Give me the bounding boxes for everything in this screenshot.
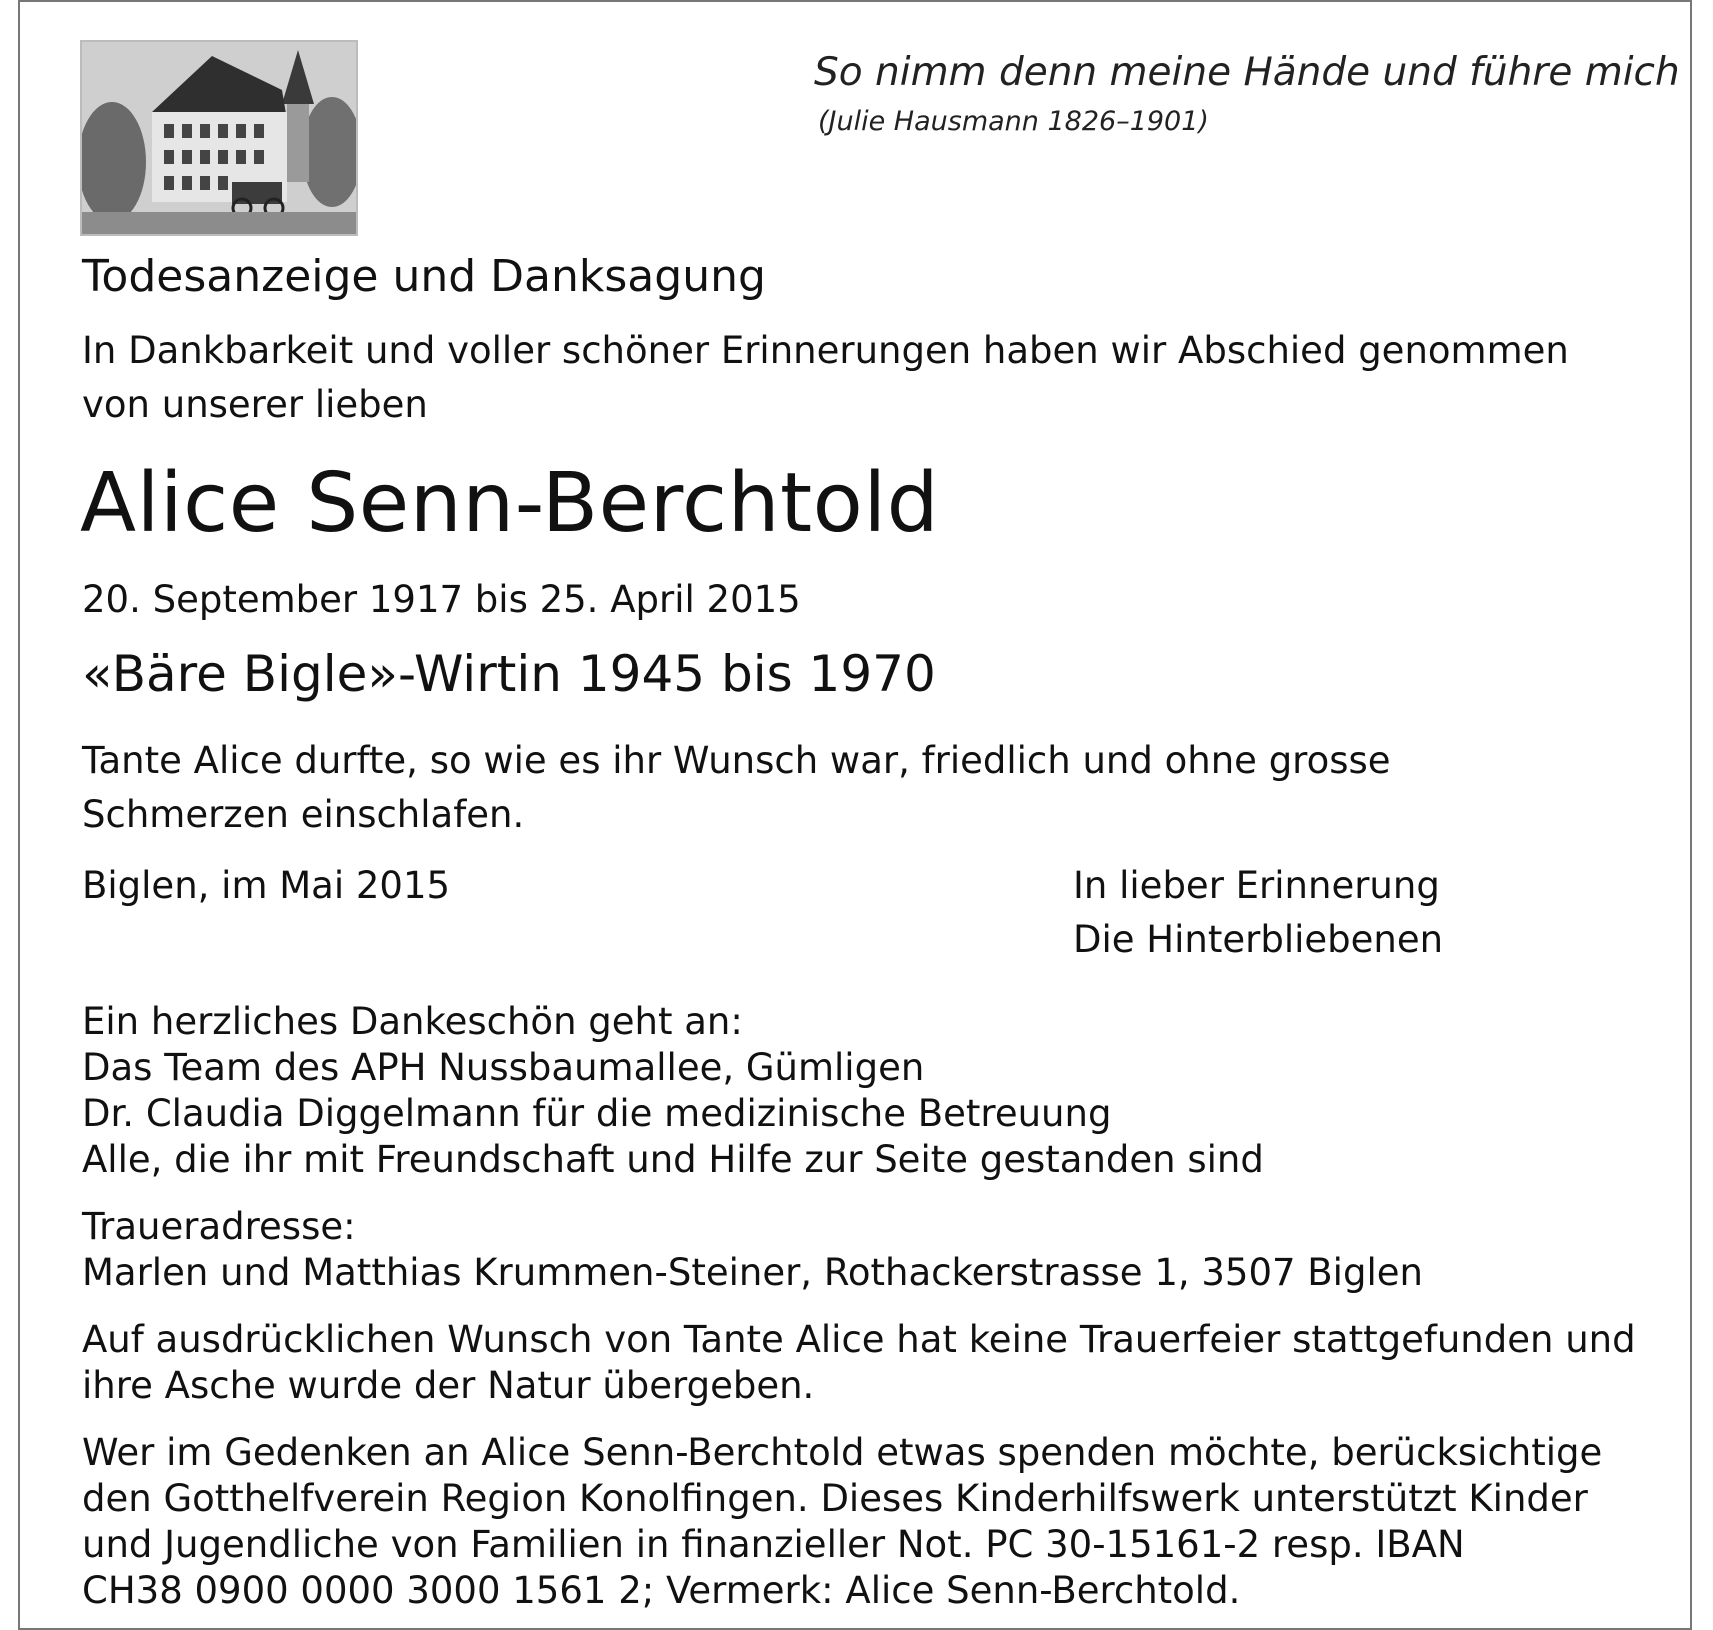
mourning-address: Marlen und Matthias Krummen-Steiner, Rothackerstrasse 1, 3507 Biglen [82,1251,1423,1294]
motto-source: (Julie Hausmann 1826–1901) [818,106,1209,137]
donation-line: den Gotthelfverein Region Konolfingen. Dieses Kinderhilfswerk unterstützt Kinder [82,1477,1588,1520]
signature-line-1: In lieber Erinnerung [1073,864,1440,907]
message-line-2: Schmerzen einschlafen. [82,793,525,836]
intro-line-2: von unserer lieben [82,383,428,426]
message-line-1: Tante Alice durfte, so wie es ihr Wunsch war, friedlich und ohne grosse [82,739,1391,782]
ashes-line-2: ihre Asche wurde der Natur übergeben. [82,1364,815,1407]
notice-heading: Todesanzeige und Danksagung [82,251,766,302]
deceased-role: «Bäre Bigle»-Wirtin 1945 bis 1970 [82,645,936,703]
donation-line: Wer im Gedenken an Alice Senn-Berchtold etwas spenden möchte, berücksichtige [82,1431,1603,1474]
address-heading: Traueradresse: [82,1205,356,1248]
thanks-item: Dr. Claudia Diggelmann für die medizinische Betreuung [82,1092,1112,1135]
motto-quote: So nimm denn meine Hände und führe mich [814,50,1680,95]
ashes-line-1: Auf ausdrücklichen Wunsch von Tante Alice hat keine Trauerfeier stattgefunden und [82,1318,1636,1361]
signature-line-2: Die Hinterbliebenen [1073,918,1444,961]
deceased-name: Alice Senn-Berchtold [80,456,940,551]
intro-line-1: In Dankbarkeit und voller schöner Erinnerungen haben wir Abschied genommen [82,329,1569,372]
donation-line: CH38 0900 0000 3000 1561 2; Vermerk: Alice Senn-Berchtold. [82,1569,1241,1612]
historic-inn-photo-icon [80,40,358,236]
life-dates: 20. September 1917 bis 25. April 2015 [82,578,801,621]
thanks-heading: Ein herzliches Dankeschön geht an: [82,1000,743,1043]
place-date: Biglen, im Mai 2015 [82,864,451,907]
inn-illustration [82,42,356,234]
donation-line: und Jugendliche von Familien in finanzieller Not. PC 30-15161-2 resp. IBAN [82,1523,1465,1566]
thanks-item: Das Team des APH Nussbaumallee, Gümligen [82,1046,925,1089]
thanks-item: Alle, die ihr mit Freundschaft und Hilfe zur Seite gestanden sind [82,1138,1264,1181]
